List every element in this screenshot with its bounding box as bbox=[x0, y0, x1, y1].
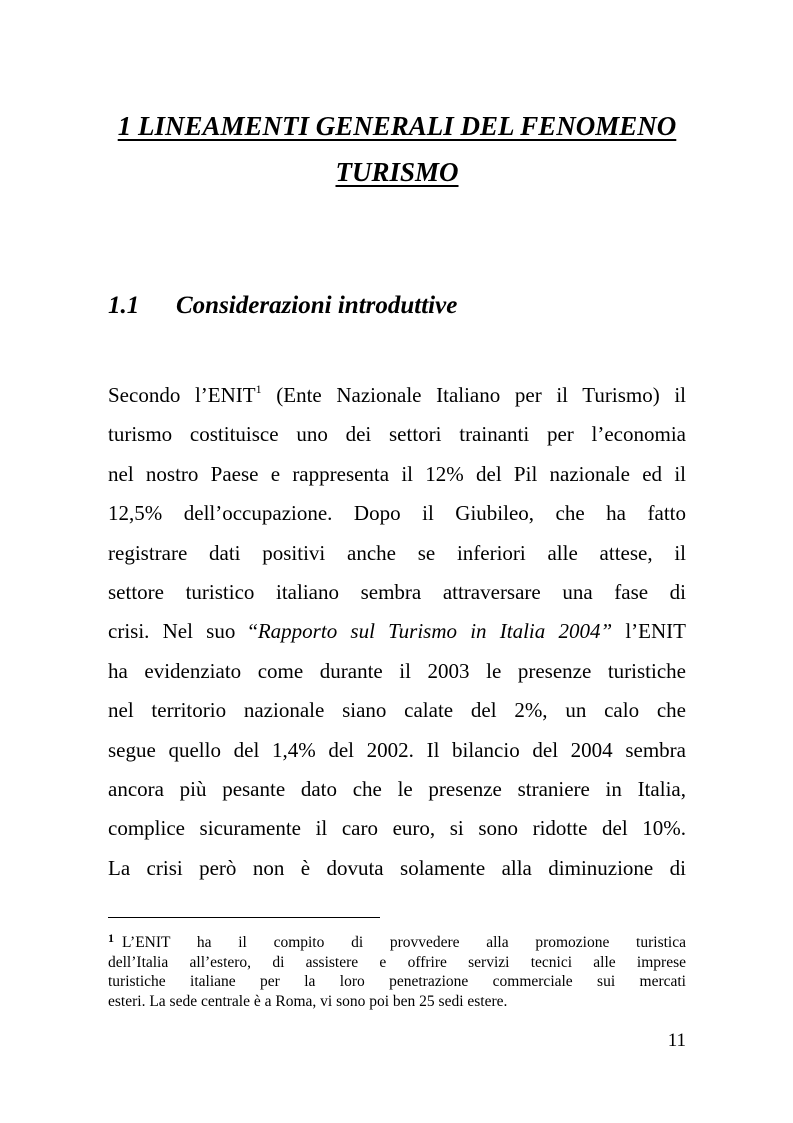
footnote-line bbox=[108, 929, 686, 953]
body-paragraph bbox=[108, 376, 686, 888]
body-line: nel territorio nazionale siano calate del 2%, un calo che bbox=[108, 698, 686, 723]
body-text-segment: Secondo l’ENIT bbox=[108, 383, 256, 407]
chapter-title-line-1: 1 LINEAMENTI GENERALI DEL FENOMENO bbox=[117, 111, 677, 141]
body-line: segue quello del 1,4% del 2002. Il bilancio del 2004 sembra bbox=[108, 737, 686, 762]
page-number: 11 bbox=[667, 1030, 686, 1051]
footnote-line: dell’Italia all’estero, di assistere e offrire servizi tecnici alle imprese bbox=[108, 953, 686, 971]
footnote-line: turistiche italiane per la loro penetrazione commerciale sui mercati bbox=[108, 973, 686, 991]
section-number: 1.1 bbox=[108, 292, 140, 319]
body-line: turismo costituisce uno dei settori trainanti per l’economia bbox=[108, 422, 686, 447]
body-text-segment: (Ente Nazionale Italiano per il Turismo) il bbox=[261, 383, 687, 407]
body-line: ancora più pesante dato che le presenze straniere in Italia, bbox=[108, 776, 686, 801]
footnote bbox=[108, 929, 686, 1011]
chapter-title bbox=[108, 103, 686, 195]
section-heading bbox=[108, 286, 457, 326]
body-line: 12,5% dell’occupazione. Dopo il Giubileo, che ha fatto bbox=[108, 501, 686, 526]
footnote-text: L’ENIT ha il compito di provvedere alla promozione turistica bbox=[122, 934, 686, 951]
footnote-separator bbox=[108, 917, 380, 918]
footnote-reference: 1 bbox=[255, 382, 262, 396]
body-line: registrare dati positivi anche se inferiori alle attese, il bbox=[108, 540, 686, 565]
body-line bbox=[108, 612, 686, 651]
body-line bbox=[108, 376, 686, 415]
body-line: ha evidenziato come durante il 2003 le presenze turistiche bbox=[108, 658, 686, 683]
body-text-segment: l’ENIT bbox=[612, 619, 686, 644]
footnote-line: esteri. La sede centrale è a Roma, vi sono poi ben 25 sedi estere. bbox=[108, 992, 508, 1010]
body-line: nel nostro Paese e rappresenta il 12% del Pil nazionale ed il bbox=[108, 461, 686, 486]
section-title: Considerazioni introduttive bbox=[176, 292, 458, 319]
body-line: La crisi però non è dovuta solamente alla diminuzione di bbox=[108, 855, 686, 880]
body-line: complice sicuramente il caro euro, si sono ridotte del 10%. bbox=[108, 816, 686, 841]
chapter-title-line-2: TURISMO bbox=[335, 157, 459, 187]
body-line: settore turistico italiano sembra attraversare una fase di bbox=[108, 579, 686, 604]
body-text-segment: crisi. Nel suo “ bbox=[108, 619, 258, 644]
report-title: Rapporto sul Turismo in Italia 2004” bbox=[257, 619, 613, 644]
footnote-mark: 1 bbox=[108, 931, 114, 945]
